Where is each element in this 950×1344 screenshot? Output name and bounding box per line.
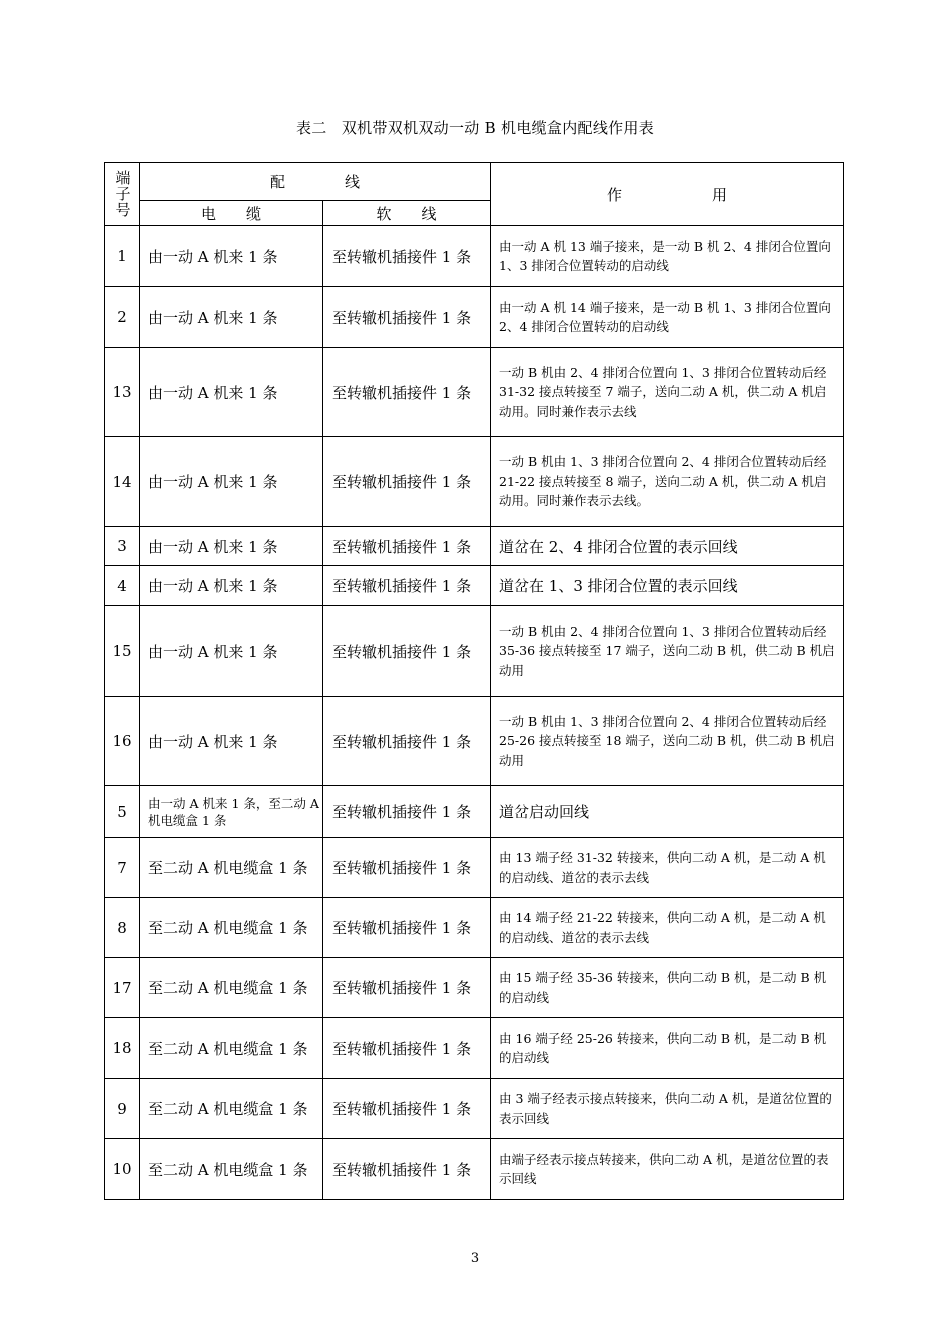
table-row xyxy=(105,566,844,606)
terminal-cell: 1 xyxy=(105,226,140,287)
soft-wire-cell: 至转辙机插接件 1 条 xyxy=(323,527,491,566)
terminal-cell: 2 xyxy=(105,287,140,348)
table-row xyxy=(105,786,844,838)
terminal-cell: 9 xyxy=(105,1079,140,1139)
table-row xyxy=(105,527,844,566)
cable-cell: 至二动 A 机电缆盒 1 条 xyxy=(140,838,323,898)
cable-cell: 由一动 A 机来 1 条 xyxy=(140,348,323,437)
function-cell: 道岔在 2、4 排闭合位置的表示回线 xyxy=(491,527,844,566)
terminal-cell: 7 xyxy=(105,838,140,898)
function-cell: 由 15 端子经 35-36 转接来，供向二动 B 机，是二动 B 机的启动线 xyxy=(491,958,844,1018)
soft-wire-cell: 至转辙机插接件 1 条 xyxy=(323,606,491,697)
soft-wire-cell: 至转辙机插接件 1 条 xyxy=(323,1139,491,1200)
function-cell: 一动 B 机由 1、3 排闭合位置向 2、4 排闭合位置转动后经 21-22 接点转接至 8 端子，送向二动 A 机，供二动 A 机启动用。同时兼作表示去线。 xyxy=(491,437,844,527)
function-cell: 由 13 端子经 31-32 转接来，供向二动 A 机，是二动 A 机的启动线、道岔的表示去线 xyxy=(491,838,844,898)
table-row xyxy=(105,1139,844,1200)
soft-wire-cell: 至转辙机插接件 1 条 xyxy=(323,786,491,838)
terminal-cell: 16 xyxy=(105,697,140,786)
cable-cell: 由一动 A 机来 1 条 xyxy=(140,226,323,287)
cable-cell: 至二动 A 机电缆盒 1 条 xyxy=(140,1079,323,1139)
cable-cell: 由一动 A 机来 1 条 xyxy=(140,566,323,606)
soft-wire-cell: 至转辙机插接件 1 条 xyxy=(323,898,491,958)
cable-cell: 由一动 A 机来 1 条 xyxy=(140,527,323,566)
table-row xyxy=(105,226,844,287)
cable-cell: 由一动 A 机来 1 条，至二动 A 机电缆盒 1 条 xyxy=(140,786,323,838)
function-cell: 道岔在 1、3 排闭合位置的表示回线 xyxy=(491,566,844,606)
cable-cell: 由一动 A 机来 1 条 xyxy=(140,437,323,527)
cable-cell: 至二动 A 机电缆盒 1 条 xyxy=(140,1139,323,1200)
table-row xyxy=(105,437,844,527)
soft-wire-cell: 至转辙机插接件 1 条 xyxy=(323,566,491,606)
function-cell: 由一动 A 机 13 端子接来，是一动 B 机 2、4 排闭合位置向 1、3 排闭合位置转动的启动线 xyxy=(491,226,844,287)
terminal-cell: 15 xyxy=(105,606,140,697)
cable-cell: 由一动 A 机来 1 条 xyxy=(140,287,323,348)
cable-cell: 由一动 A 机来 1 条 xyxy=(140,697,323,786)
table-row xyxy=(105,838,844,898)
table-row xyxy=(105,697,844,786)
page-number: 3 xyxy=(470,1251,480,1266)
header-function: 作 用 xyxy=(491,163,844,226)
function-cell: 由 14 端子经 21-22 转接来，供向二动 A 机，是二动 A 机的启动线、道岔的表示去线 xyxy=(491,898,844,958)
wiring-table xyxy=(104,162,844,1200)
header-terminal: 端子号 xyxy=(105,163,140,226)
header-soft-wire: 软 线 xyxy=(323,201,491,226)
function-cell: 一动 B 机由 2、4 排闭合位置向 1、3 排闭合位置转动后经 31-32 接点转接至 7 端子，送向二动 A 机，供二动 A 机启动用。同时兼作表示去线 xyxy=(491,348,844,437)
soft-wire-cell: 至转辙机插接件 1 条 xyxy=(323,958,491,1018)
function-cell: 由 3 端子经表示接点转接来，供向二动 A 机，是道岔位置的表示回线 xyxy=(491,1079,844,1139)
terminal-cell: 17 xyxy=(105,958,140,1018)
function-cell: 由一动 A 机 14 端子接来，是一动 B 机 1、3 排闭合位置向 2、4 排闭合位置转动的启动线 xyxy=(491,287,844,348)
cable-cell: 由一动 A 机来 1 条 xyxy=(140,606,323,697)
terminal-cell: 18 xyxy=(105,1018,140,1079)
cable-cell: 至二动 A 机电缆盒 1 条 xyxy=(140,1018,323,1079)
soft-wire-cell: 至转辙机插接件 1 条 xyxy=(323,348,491,437)
function-cell: 一动 B 机由 2、4 排闭合位置向 1、3 排闭合位置转动后经 35-36 接点转接至 17 端子，送向二动 B 机，供二动 B 机启动用 xyxy=(491,606,844,697)
table-row xyxy=(105,348,844,437)
soft-wire-cell: 至转辙机插接件 1 条 xyxy=(323,1079,491,1139)
function-cell: 一动 B 机由 1、3 排闭合位置向 2、4 排闭合位置转动后经 25-26 接点转接至 18 端子，送向二动 B 机，供二动 B 机启动用 xyxy=(491,697,844,786)
soft-wire-cell: 至转辙机插接件 1 条 xyxy=(323,287,491,348)
header-wiring: 配 线 xyxy=(140,163,491,201)
soft-wire-cell: 至转辙机插接件 1 条 xyxy=(323,437,491,527)
table-row xyxy=(105,606,844,697)
cable-cell: 至二动 A 机电缆盒 1 条 xyxy=(140,898,323,958)
function-cell: 道岔启动回线 xyxy=(491,786,844,838)
terminal-cell: 3 xyxy=(105,527,140,566)
table-row xyxy=(105,287,844,348)
terminal-cell: 4 xyxy=(105,566,140,606)
terminal-cell: 14 xyxy=(105,437,140,527)
function-cell: 由端子经表示接点转接来，供向二动 A 机，是道岔位置的表示回线 xyxy=(491,1139,844,1200)
table-row xyxy=(105,898,844,958)
terminal-cell: 5 xyxy=(105,786,140,838)
table-row xyxy=(105,1079,844,1139)
table-row xyxy=(105,1018,844,1079)
terminal-cell: 13 xyxy=(105,348,140,437)
function-cell: 由 16 端子经 25-26 转接来，供向二动 B 机，是二动 B 机的启动线 xyxy=(491,1018,844,1079)
soft-wire-cell: 至转辙机插接件 1 条 xyxy=(323,838,491,898)
header-cable: 电 缆 xyxy=(140,201,323,226)
cable-cell: 至二动 A 机电缆盒 1 条 xyxy=(140,958,323,1018)
terminal-cell: 10 xyxy=(105,1139,140,1200)
soft-wire-cell: 至转辙机插接件 1 条 xyxy=(323,1018,491,1079)
terminal-cell: 8 xyxy=(105,898,140,958)
table-row xyxy=(105,958,844,1018)
soft-wire-cell: 至转辙机插接件 1 条 xyxy=(323,697,491,786)
soft-wire-cell: 至转辙机插接件 1 条 xyxy=(323,226,491,287)
table-title: 表二 双机带双机双动一动 B 机电缆盒内配线作用表 xyxy=(295,119,655,137)
